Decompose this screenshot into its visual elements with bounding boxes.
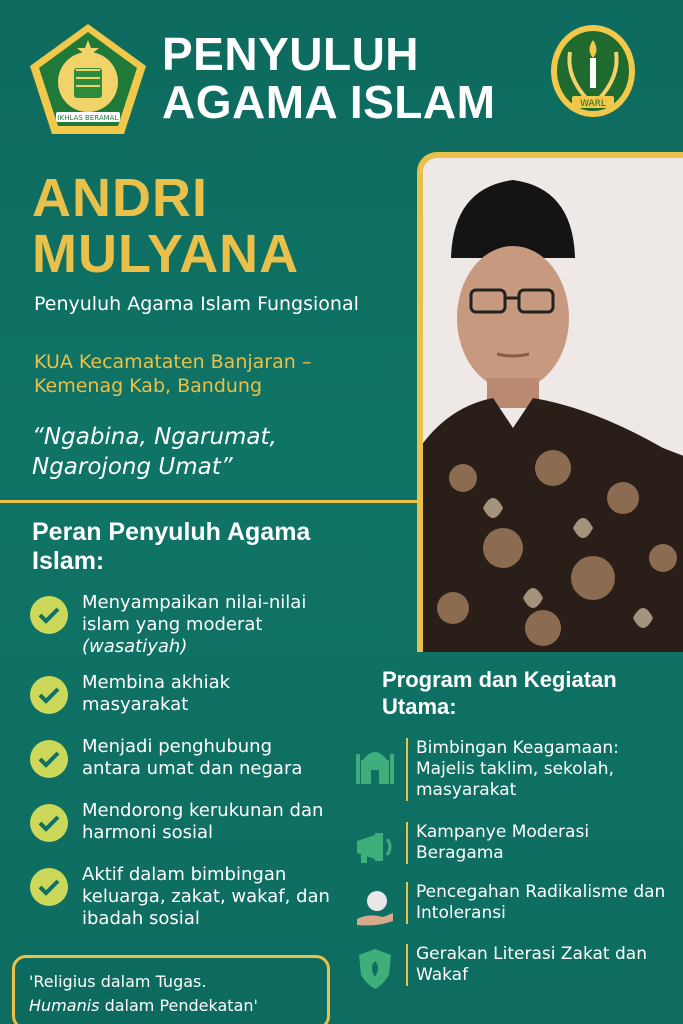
tagline-rest: dalam Pendekatan' xyxy=(99,996,258,1015)
peran-item xyxy=(30,736,330,780)
check-icon xyxy=(30,596,68,634)
peran-item xyxy=(30,800,330,844)
megaphone-icon xyxy=(350,822,400,872)
peran-item-text: Membina akhiak masyarakat xyxy=(82,672,231,715)
role-text: Penyuluh Agama Islam Fungsional xyxy=(34,293,359,315)
kemenag-logo-icon xyxy=(26,20,150,138)
peran-item-label: Menyampaikan nilai-nilai islam yang moderat xyxy=(82,592,307,635)
program-item xyxy=(350,738,680,801)
svg-text:WARL: WARL xyxy=(580,99,606,109)
program-item-text: Kampanye Moderasi Beragama xyxy=(406,822,680,864)
page-title xyxy=(162,30,542,126)
name-line-1: ANDRI xyxy=(32,168,208,228)
peran-item xyxy=(30,592,330,658)
check-icon xyxy=(30,868,68,906)
peran-item-italic: (wasatiyah) xyxy=(82,636,188,657)
peran-item-text: Menjadi penghubung antara umat dan negara xyxy=(82,736,303,779)
peran-item-text xyxy=(82,592,330,658)
program-item-text: Gerakan Literasi Zakat dan Wakaf xyxy=(406,944,680,986)
title-line-1: PENYULUH xyxy=(162,28,420,80)
peran-item-text: Mendorong kerukunan dan harmoni sosial xyxy=(82,800,324,843)
program-item xyxy=(350,882,680,932)
name-line-2: MULYANA xyxy=(32,224,300,284)
peran-item xyxy=(30,672,330,716)
title-line-2: AGAMA ISLAM xyxy=(162,76,496,128)
tagline-emphasis: Humanis xyxy=(29,996,100,1015)
profile-photo xyxy=(417,152,683,652)
hand-shield-icon xyxy=(350,882,400,932)
program-title: Program dan Kegiatan Utama: xyxy=(382,667,617,719)
program-item-text: Bimbingan Keagamaan: Majelis taklim, sekolah, masyarakat xyxy=(406,738,680,801)
office-text: KUA Kecamataten Banjaran – Kemenag Kab, Bandung xyxy=(34,351,312,397)
program-item-text: Pencegahan Radikalisme dan Intoleransi xyxy=(406,882,680,924)
program-item xyxy=(350,822,680,872)
peran-item-text: Aktif dalam bimbingan keluarga, zakat, wakaf, dan ibadah sosial xyxy=(82,864,330,929)
warl-emblem-icon xyxy=(548,22,638,120)
tagline-box xyxy=(12,955,330,1024)
shield-icon xyxy=(350,944,400,994)
check-icon xyxy=(30,676,68,714)
tagline-line-1: 'Religius dalam Tugas. xyxy=(29,972,207,991)
tagline-line-2 xyxy=(29,994,313,1018)
section-divider xyxy=(0,500,417,503)
svg-text:IKHLAS BERAMAL: IKHLAS BERAMAL xyxy=(57,114,119,122)
program-item xyxy=(350,944,680,994)
peran-item xyxy=(30,864,330,930)
person-name xyxy=(32,170,412,282)
peran-title: Peran Penyuluh Agama Islam: xyxy=(32,518,311,575)
check-icon xyxy=(30,804,68,842)
mosque-icon xyxy=(350,738,400,788)
check-icon xyxy=(30,740,68,778)
motto-text: “Ngabina, Ngarumat, Ngarojong Umat” xyxy=(32,424,277,480)
